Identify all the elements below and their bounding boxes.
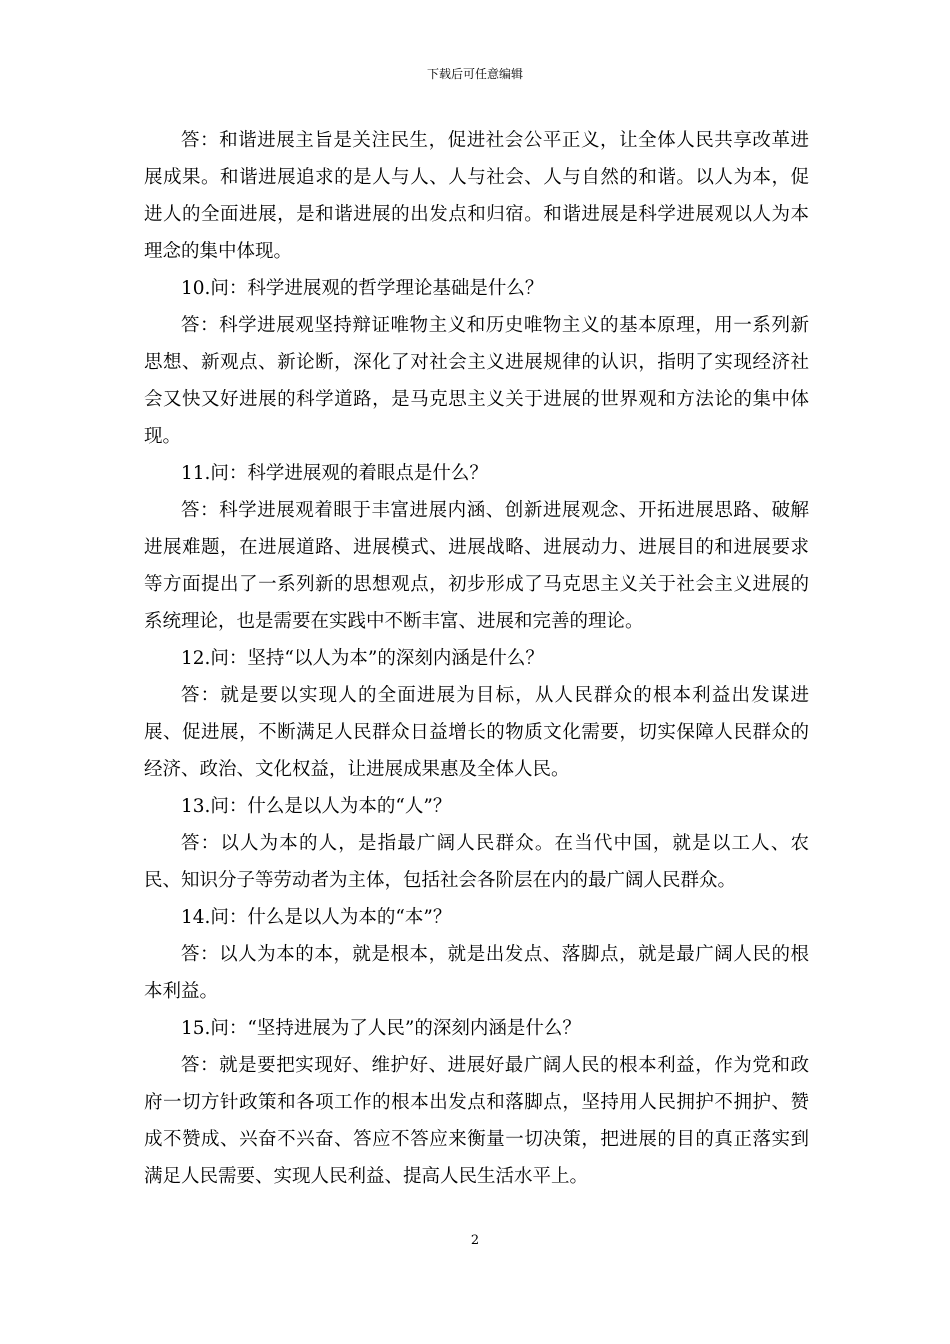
- question-paragraph: 10.问：科学进展观的哲学理论基础是什么？: [181, 278, 544, 299]
- page-number: 2: [470, 1233, 480, 1248]
- answer-paragraph: 答：科学进展观坚持辩证唯物主义和历史唯物主义的基本原理，用一系列新思想、新观点、新论断，深化了对社会主义进展规律的认识，指明了实现经济社会又快又好进展的科学道路，是马克思主义关于进展的世界观和方法论的集中体现。: [144, 315, 809, 447]
- answer-paragraph: 答：和谐进展主旨是关注民生，促进社会公平正义，让全体人民共享改革进展成果。和谐进展追求的是人与人、人与社会、人与自然的和谐。以人为本，促进人的全面进展，是和谐进展的出发点和归宿。和谐进展是科学进展观以人为本理念的集中体现。: [144, 130, 809, 262]
- answer-paragraph: 答：科学进展观着眼于丰富进展内涵、创新进展观念、开拓进展思路、破解进展难题，在进展道路、进展模式、进展战略、进展动力、进展目的和进展要求等方面提出了一系列新的思想观点，初步形成了马克思主义关于社会主义进展的系统理论，也是需要在实践中不断丰富、进展和完善的理论。: [144, 500, 809, 632]
- question-paragraph: 13.问：什么是以人为本的“人”？: [181, 796, 452, 817]
- answer-paragraph: 答：就是要把实现好、维护好、进展好最广阔人民的根本利益，作为党和政府一切方针政策和各项工作的根本出发点和落脚点，坚持用人民拥护不拥护、赞成不赞成、兴奋不兴奋、答应不答应来衡量一切决策，把进展的目的真正落实到满足人民需要、实现人民利益、提高人民生活水平上。: [144, 1055, 809, 1187]
- answer-paragraph: 答：就是要以实现人的全面进展为目标，从人民群众的根本利益出发谋进展、促进展，不断满足人民群众日益增长的物质文化需要，切实保障人民群众的经济、政治、文化权益，让进展成果惠及全体人民。: [144, 685, 809, 780]
- question-paragraph: 11.问：科学进展观的着眼点是什么？: [181, 463, 488, 484]
- answer-paragraph: 答：以人为本的本，就是根本，就是出发点、落脚点，就是最广阔人民的根本利益。: [144, 944, 809, 1002]
- question-paragraph: 14.问：什么是以人为本的“本”？: [181, 907, 452, 928]
- page-header: 下载后可任意编辑: [426, 67, 523, 81]
- answer-paragraph: 答：以人为本的人，是指最广阔人民群众。在当代中国，就是以工人、农民、知识分子等劳动者为主体，包括社会各阶层在内的最广阔人民群众。: [144, 833, 809, 891]
- document-body: [144, 122, 809, 1195]
- question-paragraph: 15.问：“坚持进展为了人民”的深刻内涵是什么？: [181, 1018, 581, 1039]
- question-paragraph: 12.问：坚持“以人为本”的深刻内涵是什么？: [181, 648, 544, 669]
